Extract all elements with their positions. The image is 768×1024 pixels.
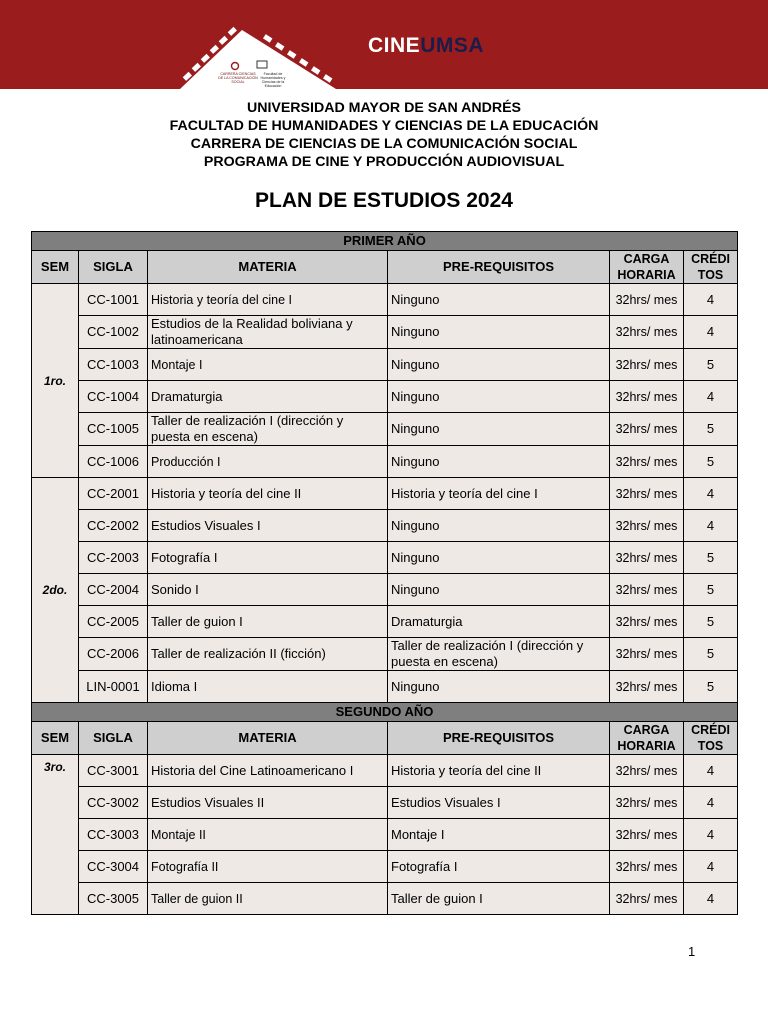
year-label: PRIMER AÑO xyxy=(32,232,738,251)
sigla-cell: CC-1004 xyxy=(79,381,148,413)
table-row xyxy=(32,883,738,915)
materia-cell: Montaje II xyxy=(148,819,388,851)
table-row xyxy=(32,510,738,542)
table-row xyxy=(32,638,738,671)
prereq-cell: Ninguno xyxy=(388,510,610,542)
prereq-cell: Historia y teoría del cine II xyxy=(388,755,610,787)
table-row xyxy=(32,542,738,574)
carga-cell: 32hrs/ mes xyxy=(610,574,684,606)
col-sigla: SIGLA xyxy=(79,722,148,755)
table-row xyxy=(32,574,738,606)
year-header-1 xyxy=(32,232,738,251)
creditos-cell: 4 xyxy=(684,787,738,819)
sigla-cell: CC-2002 xyxy=(79,510,148,542)
prereq-cell: Ninguno xyxy=(388,316,610,349)
carga-cell: 32hrs/ mes xyxy=(610,851,684,883)
sigla-cell: CC-2006 xyxy=(79,638,148,671)
prereq-cell: Ninguno xyxy=(388,542,610,574)
prereq-cell: Ninguno xyxy=(388,574,610,606)
materia-cell: Fotografía I xyxy=(148,542,388,574)
col-sem: SEM xyxy=(32,722,79,755)
creditos-cell: 4 xyxy=(684,478,738,510)
table-row xyxy=(32,478,738,510)
table-row xyxy=(32,851,738,883)
year-label: SEGUNDO AÑO xyxy=(32,703,738,722)
materia-cell: Estudios Visuales II xyxy=(148,787,388,819)
materia-cell: Sonido I xyxy=(148,574,388,606)
materia-cell: Idioma I xyxy=(148,671,388,703)
table-row xyxy=(32,755,738,787)
carga-cell: 32hrs/ mes xyxy=(610,787,684,819)
col-sem: SEM xyxy=(32,251,79,284)
prereq-cell: Ninguno xyxy=(388,446,610,478)
sigla-cell: CC-3005 xyxy=(79,883,148,915)
brand-umsa: UMSA xyxy=(420,34,485,57)
materia-cell: Taller de guion I xyxy=(148,606,388,638)
column-header-row xyxy=(32,722,738,755)
heading-university: UNIVERSIDAD MAYOR DE SAN ANDRÉS xyxy=(246,100,522,116)
materia-cell: Taller de guion II xyxy=(148,883,388,915)
carga-cell: 32hrs/ mes xyxy=(610,478,684,510)
carga-cell: 32hrs/ mes xyxy=(610,349,684,381)
materia-cell: Estudios Visuales I xyxy=(148,510,388,542)
carga-cell: 32hrs/ mes xyxy=(610,883,684,915)
col-creditos: CRÉDI TOS xyxy=(684,722,738,755)
materia-cell: Historia del Cine Latinoamericano I xyxy=(148,755,388,787)
header-banner xyxy=(0,0,768,89)
prereq-cell: Taller de realización I (dirección y puesta en escena) xyxy=(388,638,610,671)
creditos-cell: 4 xyxy=(684,755,738,787)
materia-cell: Montaje I xyxy=(148,349,388,381)
creditos-cell: 5 xyxy=(684,638,738,671)
semester-label: 3ro. xyxy=(32,755,79,915)
page-number: 1 xyxy=(688,944,696,959)
brand-cine: CINE xyxy=(368,34,421,57)
table-row xyxy=(32,413,738,446)
col-creditos: CRÉDI TOS xyxy=(684,251,738,284)
materia-cell: Fotografía II xyxy=(148,851,388,883)
sigla-cell: CC-3002 xyxy=(79,787,148,819)
materia-cell: Producción I xyxy=(148,446,388,478)
table-row xyxy=(32,284,738,316)
carga-cell: 32hrs/ mes xyxy=(610,671,684,703)
heading-faculty: FACULTAD DE HUMANIDADES Y CIENCIAS DE LA EDUCACIÓN xyxy=(169,118,599,134)
col-carga: CARGA HORARIA xyxy=(610,251,684,284)
table-row xyxy=(32,381,738,413)
carga-cell: 32hrs/ mes xyxy=(610,413,684,446)
prereq-cell: Montaje I xyxy=(388,819,610,851)
creditos-cell: 4 xyxy=(684,883,738,915)
col-materia: MATERIA xyxy=(148,722,388,755)
column-header-row xyxy=(32,251,738,284)
creditos-cell: 5 xyxy=(684,446,738,478)
year-header-2 xyxy=(32,703,738,722)
sigla-cell: CC-2005 xyxy=(79,606,148,638)
semester-label: 2do. xyxy=(32,478,79,703)
sigla-cell: CC-3003 xyxy=(79,819,148,851)
col-sigla: SIGLA xyxy=(79,251,148,284)
carga-cell: 32hrs/ mes xyxy=(610,446,684,478)
study-plan-table xyxy=(31,231,738,915)
creditos-cell: 4 xyxy=(684,819,738,851)
prereq-cell: Taller de guion I xyxy=(388,883,610,915)
creditos-cell: 5 xyxy=(684,606,738,638)
sigla-cell: CC-2003 xyxy=(79,542,148,574)
brand-logo xyxy=(368,34,484,58)
table-row xyxy=(32,349,738,381)
sigla-cell: CC-1002 xyxy=(79,316,148,349)
creditos-cell: 4 xyxy=(684,381,738,413)
table-row xyxy=(32,606,738,638)
prereq-cell: Ninguno xyxy=(388,284,610,316)
sigla-cell: CC-1006 xyxy=(79,446,148,478)
table-row xyxy=(32,671,738,703)
sigla-cell: CC-1001 xyxy=(79,284,148,316)
prereq-cell: Ninguno xyxy=(388,381,610,413)
logo-left-text: CARRERA CIENCIAS DE LA COMUNICACIÓN SOCIAL xyxy=(218,72,258,84)
heading-program: PROGRAMA DE CINE Y PRODUCCIÓN AUDIOVISUAL xyxy=(203,154,565,170)
table-row xyxy=(32,787,738,819)
materia-cell: Historia y teoría del cine I xyxy=(148,284,388,316)
col-carga: CARGA HORARIA xyxy=(610,722,684,755)
creditos-cell: 5 xyxy=(684,413,738,446)
prereq-cell: Historia y teoría del cine I xyxy=(388,478,610,510)
table-row xyxy=(32,316,738,349)
page-title: PLAN DE ESTUDIOS 2024 xyxy=(255,189,513,212)
carga-cell: 32hrs/ mes xyxy=(610,510,684,542)
creditos-cell: 4 xyxy=(684,510,738,542)
materia-cell: Taller de realización I (dirección y puesta en escena) xyxy=(148,413,388,446)
carga-cell: 32hrs/ mes xyxy=(610,316,684,349)
table-row xyxy=(32,446,738,478)
materia-cell: Dramaturgia xyxy=(148,381,388,413)
carga-cell: 32hrs/ mes xyxy=(610,284,684,316)
sigla-cell: CC-3004 xyxy=(79,851,148,883)
semester-label: 1ro. xyxy=(32,284,79,478)
sigla-cell: CC-1005 xyxy=(79,413,148,446)
materia-cell: Historia y teoría del cine II xyxy=(148,478,388,510)
sigla-cell: CC-1003 xyxy=(79,349,148,381)
carga-cell: 32hrs/ mes xyxy=(610,819,684,851)
sigla-cell: CC-2004 xyxy=(79,574,148,606)
prereq-cell: Ninguno xyxy=(388,671,610,703)
creditos-cell: 5 xyxy=(684,671,738,703)
creditos-cell: 5 xyxy=(684,349,738,381)
prereq-cell: Ninguno xyxy=(388,413,610,446)
materia-cell: Taller de realización II (ficción) xyxy=(148,638,388,671)
table-row xyxy=(32,819,738,851)
sigla-cell: CC-3001 xyxy=(79,755,148,787)
creditos-cell: 4 xyxy=(684,284,738,316)
creditos-cell: 4 xyxy=(684,851,738,883)
col-prereq: PRE-REQUISITOS xyxy=(388,722,610,755)
creditos-cell: 4 xyxy=(684,316,738,349)
institution-heading xyxy=(0,99,768,171)
carga-cell: 32hrs/ mes xyxy=(610,542,684,574)
prereq-cell: Dramaturgia xyxy=(388,606,610,638)
cine-logo-icon xyxy=(0,0,360,89)
carga-cell: 32hrs/ mes xyxy=(610,381,684,413)
logo-right-text: Facultad de Humanidades y Ciencias de la Educación xyxy=(260,72,286,88)
carga-cell: 32hrs/ mes xyxy=(610,755,684,787)
materia-cell: Estudios de la Realidad boliviana y latinoamericana xyxy=(148,316,388,349)
prereq-cell: Estudios Visuales I xyxy=(388,787,610,819)
creditos-cell: 5 xyxy=(684,542,738,574)
prereq-cell: Fotografía I xyxy=(388,851,610,883)
creditos-cell: 5 xyxy=(684,574,738,606)
sigla-cell: LIN-0001 xyxy=(79,671,148,703)
prereq-cell: Ninguno xyxy=(388,349,610,381)
col-materia: MATERIA xyxy=(148,251,388,284)
heading-career: CARRERA DE CIENCIAS DE LA COMUNICACIÓN SOCIAL xyxy=(190,136,578,152)
carga-cell: 32hrs/ mes xyxy=(610,606,684,638)
col-prereq: PRE-REQUISITOS xyxy=(388,251,610,284)
sigla-cell: CC-2001 xyxy=(79,478,148,510)
carga-cell: 32hrs/ mes xyxy=(610,638,684,671)
